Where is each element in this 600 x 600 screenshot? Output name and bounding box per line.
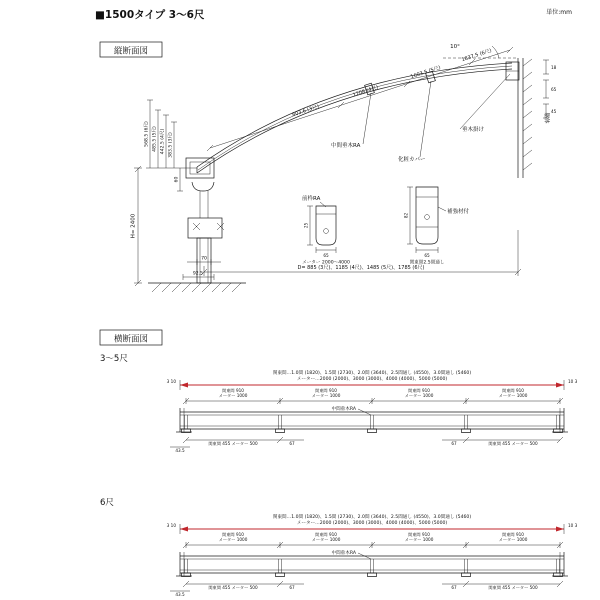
left-dim-3shaku: 383.5 (3尺) [168,132,174,158]
seg-meter: メーター 1000 [404,537,434,542]
row-meter: メーター…2000 (2000)、3000 (3000)、4000 (4000)、5000 (5000) [296,377,448,382]
half-dim: 関東間 455 メーター 500 [488,585,538,590]
dim-60: 60 [174,176,180,183]
bolt-marks [193,223,224,230]
dim-67: 67 [451,441,457,446]
size-label-3-5: 3〜5尺 [100,354,128,364]
detail-b-dim-82: 82 [403,212,409,219]
corner-dims-right: 10 3 [568,379,578,384]
seg-meter: メーター 1000 [311,393,341,398]
dim-92-5: 92.5 [192,271,204,277]
seg-kanto: 関東間 910 [408,532,430,537]
wall-side-dimensions [543,60,557,118]
vertical-section [100,42,557,292]
mid-rafter-label: 中間垂木RA [331,407,356,412]
detail-b-caption: 関東間2.5間通し [409,260,445,266]
detail-a-dim-65: 65 [323,253,329,258]
seg-kanto: 関東間 910 [502,388,524,393]
slope-dimension [207,47,513,151]
slope-dim-6shaku: 1837.5 (6尺) [460,47,493,64]
slope-dim-5shaku: 1603.5 (5尺) [409,64,442,81]
seg-kanto: 関東間 910 [502,532,524,537]
part-labels [331,74,510,163]
dim-67: 67 [289,585,295,590]
seg-meter: メーター 1000 [311,537,341,542]
cross-section-label: 横断面図 [113,334,149,345]
dim-43-5: 43.5 [175,448,185,453]
slope-dim-4shaku: 1208 (4尺) [352,84,380,99]
dim-67: 67 [451,585,457,590]
detail-a-caption: メーター 2000〜4000 [302,260,350,266]
seg-kanto: 関東間 910 [222,532,244,537]
dim-43-5: 43.5 [175,592,185,597]
seg-meter: メーター 1000 [218,537,248,542]
seg-meter: メーター 1000 [498,393,528,398]
dim-18: 18 [551,65,557,70]
reinforced-detail-label: 補強材付 [447,209,470,215]
wall-label: 躯体 [543,112,549,124]
post-bracket [188,218,222,238]
seg-meter: メーター 1000 [498,537,528,542]
half-dim: 関東間 455 メーター 500 [208,585,258,590]
row-kanto: 関東間…1.0間 (1820)、1.5間 (2730)、2.0間 (3640)、2.5間通し (4550)、3.0間通し (5460) [272,515,472,520]
row-meter: メーター…2000 (2000)、3000 (3000)、4000 (4000)、5000 (5000) [296,521,448,526]
angle-label: 10° [450,44,460,50]
reinforced-profile [416,187,438,244]
corner-dims-right: 10 3 [568,523,578,528]
depth-dimension [201,230,521,276]
cross-section [100,330,578,597]
row-kanto: 関東間…1.0間 (1820)、1.5間 (2730)、2.0間 (3640)、2.5間通し (4550)、3.0間通し (5460) [272,371,472,376]
depth-dim-label: D= 885 (3尺)、1185 (4尺)、1485 (5尺)、1785 (6尺) [297,265,425,271]
front-frame-profile [316,206,336,245]
left-height-dimensions [143,100,198,191]
post-width-dim: 70 [201,256,207,262]
mid-rafter-label: 中間垂木RA [331,551,356,556]
size-label-6: 6尺 [100,498,114,508]
dim-65: 65 [551,87,557,92]
height-dim-label: H= 2400 [130,213,137,239]
seg-kanto: 関東間 910 [408,388,430,393]
front-frame-detail-label: 前枠RA [302,196,321,202]
left-dim-4shaku: 442.5 (4尺) [160,128,166,155]
seg-kanto: 関東間 910 [315,388,337,393]
detail-front-frame [302,194,350,266]
dim-45: 45 [551,109,557,114]
wall-hatch [523,59,532,170]
seg-kanto: 関東間 910 [315,532,337,537]
unit-label: 単位:mm [546,9,572,16]
gutter [192,182,214,191]
height-dimension [131,166,143,286]
corner-dims-left: 3 10 [166,523,176,528]
rafter-feet [182,429,563,433]
rafter-bar [176,552,568,577]
cross-section-6shaku [100,498,578,597]
half-dim: 関東間 455 メーター 500 [488,441,538,446]
vertical-section-title-box [100,42,162,57]
header [95,8,572,21]
seg-meter: メーター 1000 [218,393,248,398]
cross-section-3-5shaku [100,354,578,453]
corner-dims-left: 3 10 [166,379,176,384]
seg-meter: メーター 1000 [404,393,434,398]
page-title: ■1500タイプ 3〜6尺 [95,9,205,21]
ground-hatch [152,283,241,292]
dim-67: 67 [289,441,295,446]
rafter-hook-label: 垂木掛け [462,127,485,133]
cover-label: 化粧カバー [398,157,426,163]
left-dim-6shaku: 568.5 (6尺) [144,121,150,147]
detail-b-dim-65: 65 [424,253,430,258]
vertical-section-label: 縦断面図 [113,46,149,57]
half-dim: 関東間 455 メーター 500 [208,441,258,446]
slope-dim-3shaku: 803.6 (3尺) [291,103,320,119]
rafter-feet [182,573,563,577]
mid-rafter-label: 中間垂木RA [331,143,361,149]
detail-a-dim-25: 25 [303,222,309,229]
rafter-bar [176,408,568,433]
seg-kanto: 関東間 910 [222,388,244,393]
cross-section-title-box [100,330,162,345]
left-dim-5shaku: 485.5 (5尺) [152,126,158,152]
detail-reinforced-frame [404,187,470,266]
